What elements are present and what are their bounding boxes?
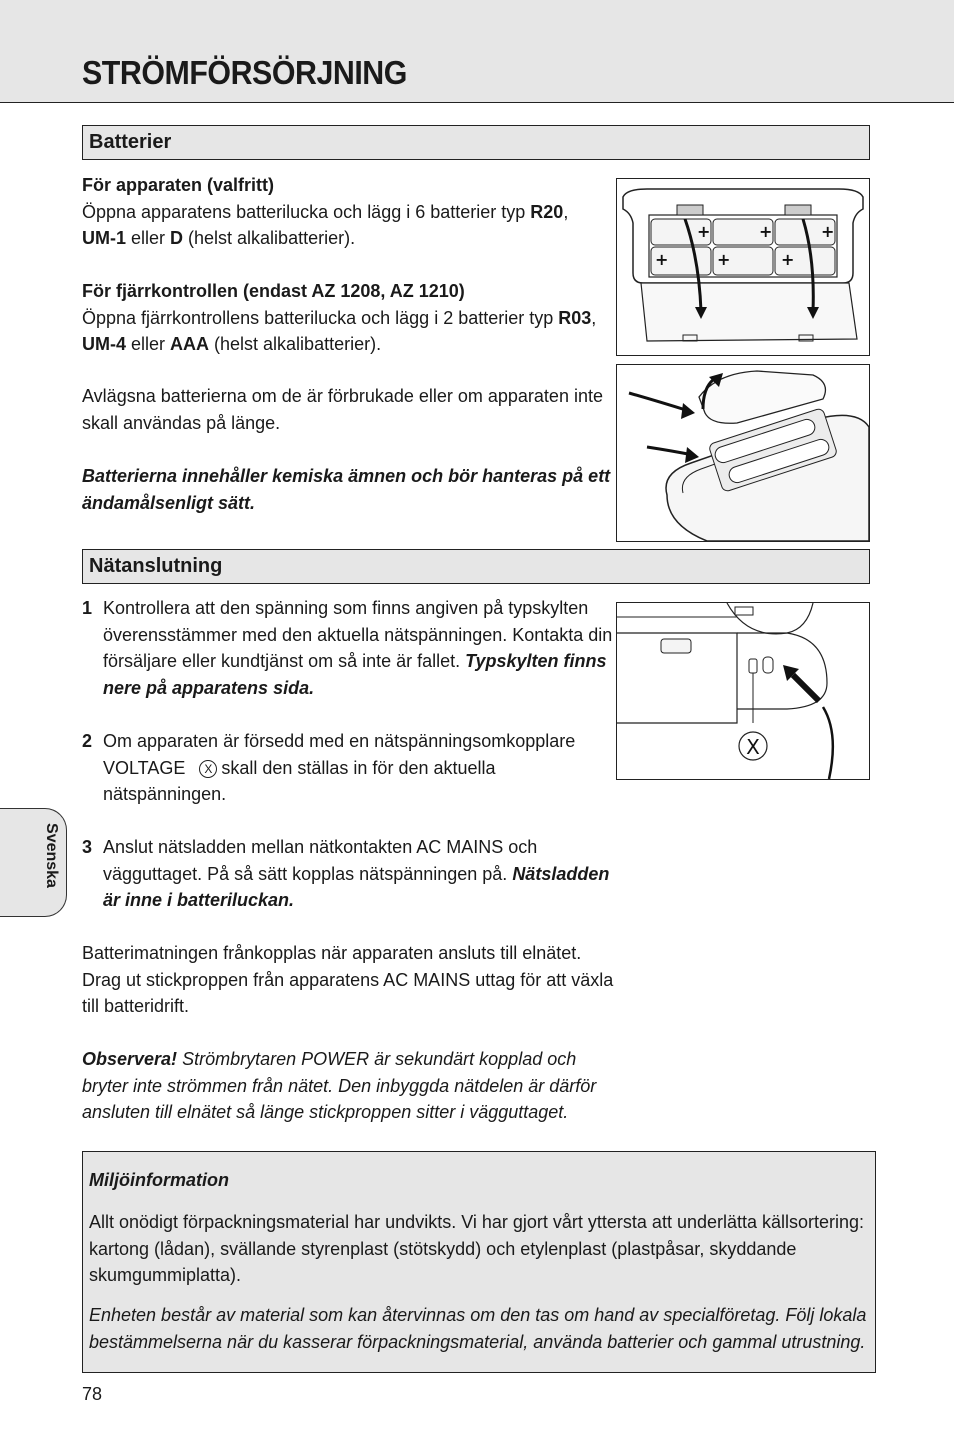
paragraph-observera xyxy=(82,1046,617,1126)
text: Öppna apparatens batterilucka och lägg i 6 batterier typ xyxy=(82,201,531,222)
text: eller xyxy=(126,228,171,248)
remote-control-illustration xyxy=(617,365,869,541)
svg-text:+: + xyxy=(717,250,731,269)
environment-title: Miljöinformation xyxy=(89,1170,229,1190)
figure-remote-control xyxy=(616,364,870,542)
text: , xyxy=(563,201,569,222)
battery-type: R20 xyxy=(530,201,564,222)
step-note: Nätsladden är inne i batteriluckan. xyxy=(103,863,610,910)
voltage-selector-symbol: X xyxy=(199,760,217,778)
note-label: Observera! xyxy=(82,1049,178,1069)
text: Öppna fjärrkontrollens batterilucka och lägg i 2 batterier typ xyxy=(82,307,559,328)
environment-info-box xyxy=(82,1151,876,1373)
page-number: 78 xyxy=(82,1384,103,1404)
text: (helst alkalibatterier). xyxy=(183,228,356,248)
side-tab-label: Svenska xyxy=(43,823,60,888)
step-number: 1 xyxy=(82,598,93,618)
environment-paragraph-1: Allt onödigt förpackningsmaterial har undvikts. Vi har gjort vårt yttersta att underlätta källsortering: kartong (lådan), svällande styrenplast (stötskydd) och etylenplast (plastpåsar, skyddande skumgummiplatta). xyxy=(89,1212,865,1285)
figure-mains-connection xyxy=(616,602,870,780)
svg-text:+: + xyxy=(821,222,835,241)
environment-paragraph-2: Enheten består av material som kan återvinnas om den tas om hand av specialföretag. Följ lokala bestämmelserna när du kasserar förpackningsmaterial, använda batterier och gammal utrustning. xyxy=(89,1305,867,1352)
text: eller xyxy=(126,334,171,354)
paragraph-apparaten xyxy=(82,172,622,252)
step-number: 3 xyxy=(82,837,93,857)
section-heading-batterier xyxy=(82,125,870,160)
step-text: Kontrollera att den spänning som finns angiven på typskylten överensstämmer med den aktuella nätspänningen. Kontakta din försäljare eller kundtjänst om så inte är fallet. xyxy=(103,598,613,671)
svg-text:+: + xyxy=(655,250,669,269)
step-text: Om apparaten är försedd med en nätspänningsomkopplare VOLTAGE xyxy=(103,731,576,778)
svg-text:+: + xyxy=(781,250,795,269)
list-item-step-3 xyxy=(82,834,614,914)
text: , xyxy=(591,307,597,328)
section-heading-natanslutning xyxy=(82,549,870,584)
svg-text:+: + xyxy=(697,222,711,241)
page-title: STRÖMFÖRSÖRJNING xyxy=(82,54,407,91)
svg-text:+: + xyxy=(759,222,773,241)
battery-type: R03 xyxy=(558,307,592,328)
paragraph-avlagsna: Avlägsna batterierna om de är förbrukade eller om apparaten inte skall användas på länge. xyxy=(82,386,603,433)
paragraph-batterimatning: Batterimatningen frånkopplas när apparaten ansluts till elnätet. Drag ut stickproppen från apparatens AC MAINS uttag för att växla till batteridrift. xyxy=(82,943,614,1016)
step-text-cont: skall den ställas in för den aktuella nätspänningen. xyxy=(103,757,496,804)
figure-battery-compartment xyxy=(616,178,870,356)
paragraph-warning: Batterierna innehåller kemiska ämnen och bör hanteras på ett ändamålsenligt sätt. xyxy=(82,466,611,513)
paragraph-title: För fjärrkontrollen (endast AZ 1208, AZ 1210) xyxy=(82,281,465,301)
section-heading-label: Nätanslutning xyxy=(89,555,223,577)
battery-type: UM-4 xyxy=(82,334,126,354)
battery-compartment-illustration xyxy=(617,179,869,355)
paragraph-title: För apparaten (valfritt) xyxy=(82,175,275,195)
step-note: Typskylten finns nere på apparatens sida. xyxy=(103,651,607,698)
battery-type: D xyxy=(170,228,184,248)
list-item-step-2 xyxy=(82,728,614,808)
paragraph-fjarrkontroll xyxy=(82,278,622,358)
mains-connection-illustration xyxy=(617,603,869,779)
step-number: 2 xyxy=(82,731,93,751)
side-tab-language xyxy=(0,808,67,917)
battery-type: UM-1 xyxy=(82,228,126,248)
list-item-step-1 xyxy=(82,595,614,701)
section-heading-label: Batterier xyxy=(89,131,172,153)
note-text: Strömbrytaren POWER är sekundärt kopplad och bryter inte strömmen från nätet. Den inbyggda nätdelen är därför ansluten till elnätet så länge stickproppen sitter i vägguttaget. xyxy=(82,1049,597,1122)
text: (helst alkalibatterier). xyxy=(209,334,382,354)
step-text: Anslut nätsladden mellan nätkontakten AC MAINS och vägguttaget. På så sätt kopplas nätspänningen på. xyxy=(103,837,538,884)
figure-callout-label: X xyxy=(746,735,760,759)
battery-type: AAA xyxy=(170,334,210,354)
